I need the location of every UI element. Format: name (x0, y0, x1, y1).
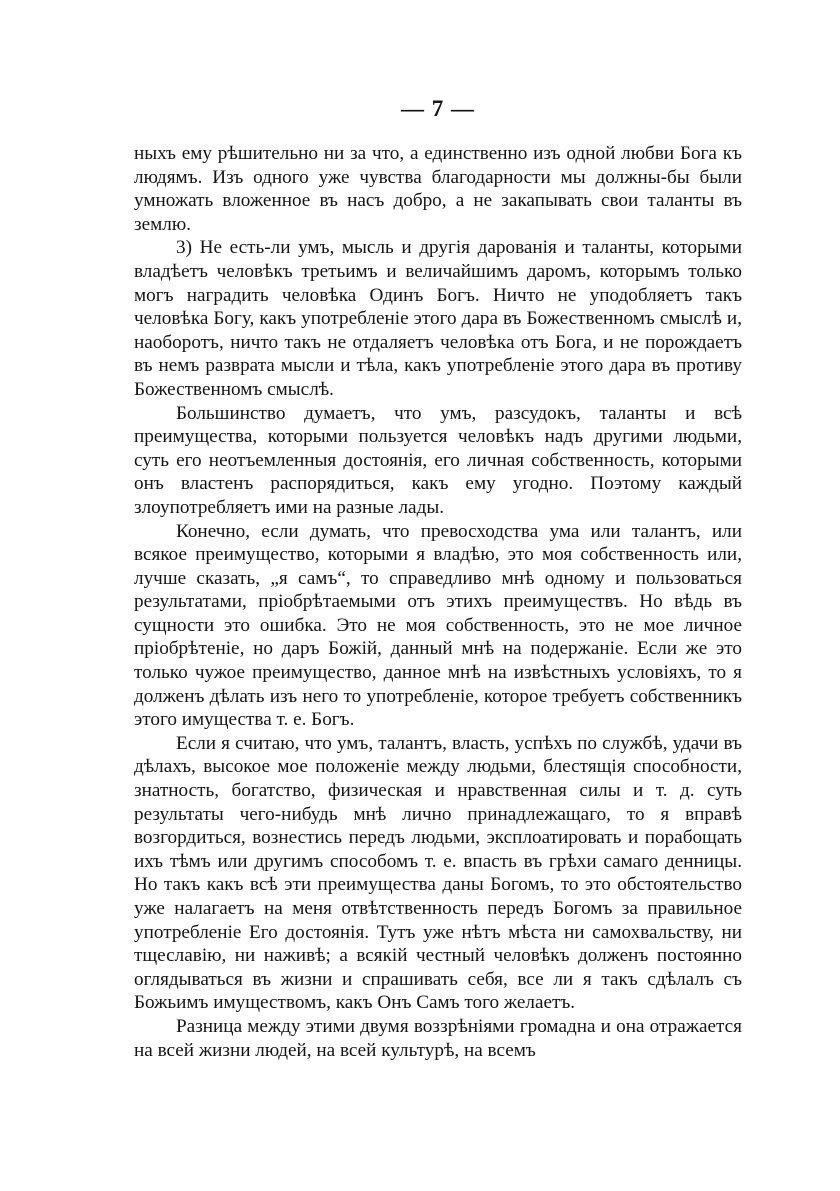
paragraph-difference: Разница между этими двумя воззрѣніями громадна и она отражается на всей жизни людей, на всей культурѣ, на всемъ (134, 1015, 742, 1061)
paragraph-responsibility: Если я считаю, что умъ, талантъ, власть, успѣхъ по службѣ, удачи въ дѣлахъ, высокое мое положеніе между людьми, блестящія способности, знатность, богатство, физическая и нравственная силы и т. д. суть результаты чего-нибудь мнѣ лично принадлежащаго, то я вправѣ возгордиться, вознестись передъ людьми, эксплоатировать и порабощать ихъ тѣмъ или другимъ способомъ т. е. впасть въ грѣхи самаго денницы. Но такъ какъ всѣ эти преимущества даны Богомъ, то это обстоятельство уже налагаетъ на меня отвѣтственность передъ Богомъ за правильное употребленіе Его достоянія. Тутъ уже нѣтъ мѣста ни самохвальству, ни тщеславію, ни наживѣ; а всякій честный человѣкъ долженъ постоянно оглядываться въ жизни и спрашивать себя, все ли я такъ сдѣлалъ съ Божьимъ имуществомъ, какъ Онъ Самъ того желаетъ. (134, 732, 742, 1014)
page-number: — 7 — (401, 96, 475, 121)
paragraph-continuation: ныхъ ему рѣшительно ни за что, а единственно изъ одной любви Бога къ людямъ. Изъ одного уже чувства благодарности мы должны-бы были умножать вложенное въ насъ добро, а не закапывать свои таланты въ землю. (134, 143, 742, 235)
paragraph-property-argument: Конечно, если думать, что превосходства ума или талантъ, или всякое преимущество, которыми я владѣю, это моя собственность или, лучше сказать, „я самъ“, то справедливо мнѣ одному и пользоваться результатами, пріобрѣтаемыми отъ этихъ преимуществъ. Но вѣдь въ сущности это ошибка. Это не моя собственность, это не мое личное пріобрѣтеніе, но даръ Божій, данный мнѣ на подержаніе. Если же это только чужое преимущество, данное мнѣ на извѣстныхъ условіяхъ, то я долженъ дѣлать изъ него то употребленіе, которое требуетъ собственникъ этого имущества т. е. Богъ. (134, 520, 742, 731)
body-text (134, 142, 742, 1062)
paragraph-majority-view: Большинство думаетъ, что умъ, разсудокъ, таланты и всѣ преимущества, которыми пользуется человѣкъ надъ другими людьми, суть его неотъемленныя достоянія, его личная собственность, которыми онъ властенъ распорядиться, какъ ему угодно. Поэтому каждый злоупотребляетъ ими на разные лады. (134, 402, 742, 518)
paragraph-point-3: 3) Не есть-ли умъ, мысль и другія дарованія и таланты, которыми владѣетъ человѣкъ третьимъ и величайшимъ даромъ, которымъ только могъ наградить человѣка Одинъ Богъ. Ничто не уподобляетъ такъ человѣка Богу, какъ употребленіе этого дара въ Божественномъ смыслѣ и, наоборотъ, ничто такъ не отдаляетъ человѣка отъ Бога, и не порождаетъ въ немъ разврата мысли и тѣла, какъ употребленіе этого дара въ противу Божественномъ смыслѣ. (134, 237, 742, 400)
